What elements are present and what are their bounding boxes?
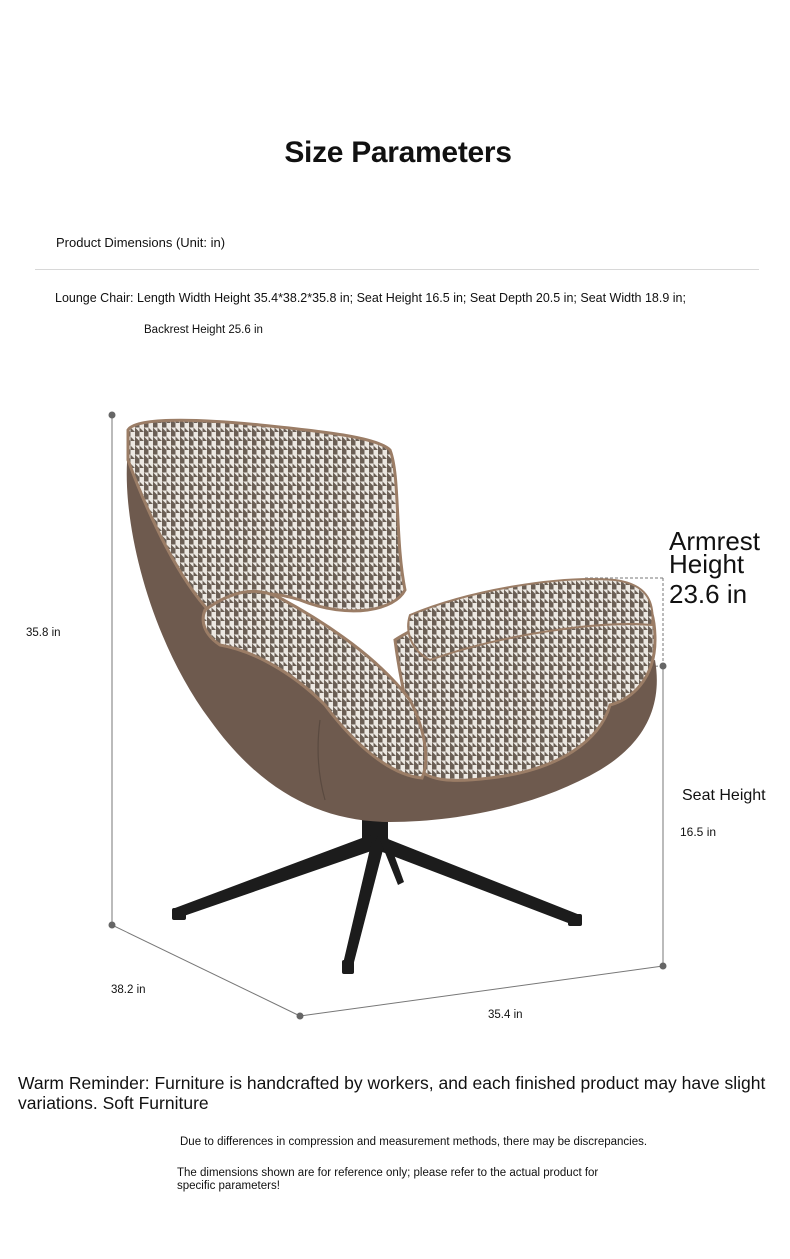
dimensions-heading: Product Dimensions (Unit: in) [56, 235, 226, 250]
seat-height-value: 16.5 in [680, 825, 717, 839]
discrepancy-note: Due to differences in compression and measurement methods, there may be discrepancies. [180, 1136, 648, 1148]
divider [35, 269, 759, 270]
depth-dimension-label: 38.2 in [111, 984, 146, 996]
armrest-label-value: 23.6 in [669, 579, 748, 609]
seat-height-label: Seat Height [682, 787, 766, 804]
page-title: Size Parameters [284, 136, 512, 169]
armrest-label-line-2: Height [669, 549, 745, 579]
height-dimension-label: 35.8 in [26, 627, 61, 639]
spec-line-2: Backrest Height 25.6 in [144, 324, 263, 336]
chair-base [172, 812, 582, 974]
armrest-label-line-1: Armrest [669, 526, 760, 556]
chair-figure [0, 395, 790, 1035]
warm-reminder: Warm Reminder: Furniture is handcrafted by workers, and each finished product may have slight variations. Soft Furniture [18, 1073, 766, 1113]
spec-line-1: Lounge Chair: Length Width Height 35.4*38.2*35.8 in; Seat Height 16.5 in; Seat Depth 20.5 in; Seat Width 18.9 in; [55, 291, 686, 305]
reference-note: The dimensions shown are for reference only; please refer to the actual product for specific parameters! [177, 1167, 599, 1192]
width-dimension-label: 35.4 in [488, 1009, 523, 1021]
